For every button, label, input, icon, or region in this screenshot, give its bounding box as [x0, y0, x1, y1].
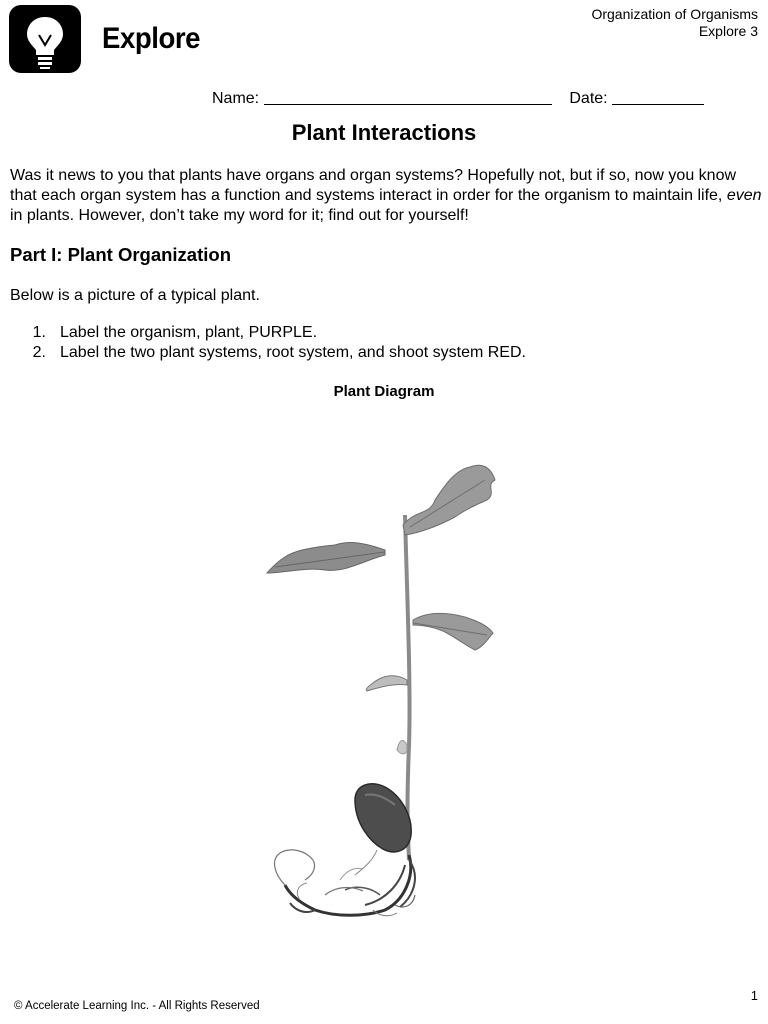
diagram-title: Plant Diagram — [333, 383, 435, 400]
intro-text-2: in plants. However, don’t take my word for it; find out for yourself! — [10, 207, 469, 224]
lesson-label: Explore 3 — [698, 23, 758, 39]
copyright-notice: © Accelerate Learning Inc. - All Rights Reserved — [14, 1000, 260, 1012]
header-info — [591, 6, 758, 40]
intro-paragraph — [10, 166, 762, 226]
page-title: Plant Interactions — [291, 120, 477, 145]
name-field[interactable] — [264, 90, 552, 105]
step-number: 2. — [32, 344, 46, 361]
part-heading: Part I: Plant Organization — [10, 244, 231, 265]
page-number: 1 — [750, 988, 758, 1003]
logo — [9, 5, 81, 73]
step-number: 1. — [32, 324, 46, 341]
step-text: Label the two plant systems, root system, and shoot system RED. — [60, 344, 526, 361]
date-field[interactable] — [612, 90, 704, 105]
lightbulb-icon — [9, 5, 81, 73]
plant-diagram-image — [255, 455, 515, 925]
part-description: Below is a picture of a typical plant. — [10, 287, 260, 304]
intro-emphasis: even — [726, 187, 762, 204]
section-label: Explore — [102, 22, 201, 55]
name-date-line — [212, 90, 704, 108]
course-title: Organization of Organisms — [591, 6, 758, 22]
name-label: Name: — [212, 90, 260, 107]
step-text: Label the organism, plant, PURPLE. — [60, 324, 318, 341]
intro-text-1: Was it news to you that plants have organs and organ systems? Hopefully not, but if so, now you know that each organ system has a function and systems interact in order for the organism to maintain life, — [10, 167, 737, 204]
date-label: Date: — [569, 90, 608, 107]
